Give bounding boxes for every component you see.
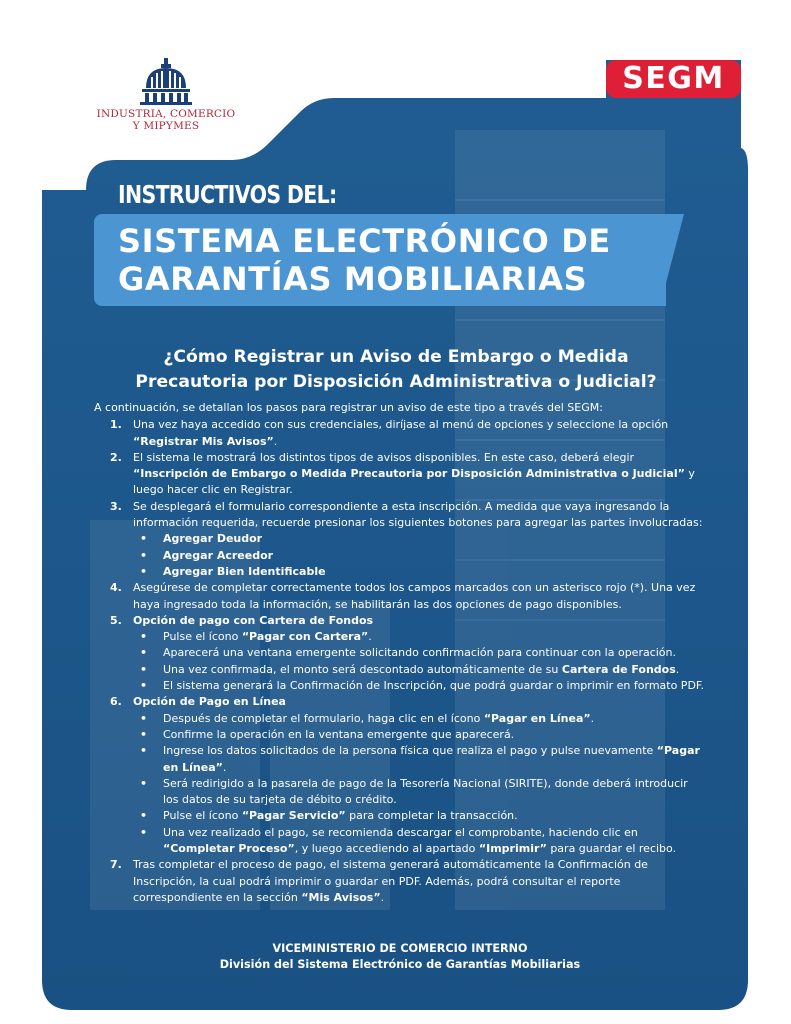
text: Una vez haya accedido con sus credenciales, diríjase al menú de opciones y seleccione la opción	[133, 418, 669, 432]
bold-text: “Pagar Servicio”	[241, 809, 346, 823]
bold-text: Opción de Pago en Línea	[133, 695, 286, 709]
dome-icon	[138, 58, 194, 106]
bullet-text	[163, 776, 706, 809]
title-banner-tail	[660, 214, 684, 306]
bold-text: “Pagar en Línea”	[483, 711, 591, 725]
step-item	[94, 613, 706, 694]
bullet-text	[163, 548, 706, 564]
bullet-dot-icon: •	[140, 630, 148, 644]
bullet-text	[163, 645, 706, 661]
steps-list	[94, 417, 706, 906]
bold-text: “Imprimir”	[478, 842, 547, 856]
bullet-dot-icon: •	[140, 679, 148, 693]
bullet-item	[94, 548, 706, 564]
step-item	[94, 499, 706, 580]
bullet-item	[94, 662, 706, 678]
step-text	[133, 694, 706, 710]
step-text	[133, 450, 706, 499]
bullet-list	[133, 629, 706, 694]
step-text	[133, 857, 706, 906]
text: para completar la transacción.	[345, 809, 518, 823]
bullet-dot-icon: •	[140, 548, 148, 562]
text: .	[675, 662, 680, 676]
footer	[94, 941, 706, 973]
bold-text: Agregar Deudor	[163, 532, 263, 546]
bold-text: Agregar Acreedor	[163, 548, 274, 562]
bullet-text	[163, 825, 706, 858]
bold-text: “Inscripción de Embargo o Medida Precautoria por Disposición Administrativa o Judicial”	[133, 467, 685, 481]
text: Asegúrese de completar correctamente todos los campos marcados con un asterisco rojo (*). Una vez haya ingresado toda la información, se habilitarán las dos opciones de pago disponibles.	[133, 581, 696, 611]
bullet-dot-icon: •	[140, 564, 148, 578]
bullet-item	[94, 629, 706, 645]
footer-line-1: VICEMINISTERIO DE COMERCIO INTERNO	[272, 942, 528, 955]
bold-text: “Completar Proceso”	[163, 842, 295, 856]
question-heading: ¿Cómo Registrar un Aviso de Embargo o Medida Precautoria por Disposición Administrativa o Judicial?	[135, 347, 657, 392]
text: Pulse el ícono	[163, 630, 242, 644]
bullet-text	[163, 743, 706, 776]
step-number: 5.	[110, 613, 122, 627]
step-text	[133, 499, 706, 532]
bullet-dot-icon: •	[140, 646, 148, 660]
segm-badge: SEGM	[606, 60, 741, 98]
ministry-logo	[96, 58, 236, 132]
text: Ingrese los datos solicitados de la persona física que realiza el pago y pulse nuevamente	[163, 744, 657, 758]
step-item	[94, 857, 706, 906]
text: .	[590, 711, 595, 725]
footer-line-2: División del Sistema Electrónico de Garantías Mobiliarias	[219, 958, 581, 971]
text: .	[273, 434, 278, 448]
bullet-item	[94, 825, 706, 858]
bullet-dot-icon: •	[140, 662, 148, 676]
step-item	[94, 417, 706, 450]
bullet-item	[94, 645, 706, 661]
text: , y luego accediendo al apartado	[294, 842, 479, 856]
step-number: 4.	[110, 581, 122, 595]
bold-text: “Pagar con Cartera”	[241, 630, 369, 644]
step-item	[94, 450, 706, 499]
bullet-dot-icon: •	[140, 532, 148, 546]
step-item	[94, 694, 706, 857]
text: Aparecerá una ventana emergente solicitando confirmación para continuar con la operación.	[163, 646, 677, 660]
text: Será redirigido a la pasarela de pago de la Tesorería Nacional (SIRITE), donde deberá introducir los datos de su tarjeta de débito o crédito.	[163, 776, 688, 807]
text: .	[368, 630, 372, 644]
bullet-list	[133, 711, 706, 858]
bullet-text	[163, 629, 706, 645]
bullet-item	[94, 564, 706, 580]
bullet-text	[163, 662, 706, 678]
page-title: SISTEMA ELECTRÓNICO DE GARANTÍAS MOBILIARIAS	[118, 222, 611, 298]
text: El sistema le mostrará los distintos tipos de avisos disponibles. En este caso, deberá elegir	[133, 450, 635, 464]
bullet-item	[94, 808, 706, 824]
bullet-text	[163, 678, 706, 694]
logo-text: INDUSTRIA, COMERCIO Y MIPYMES	[96, 108, 236, 132]
step-item	[94, 580, 706, 613]
bold-text: “Registrar Mis Avisos”	[133, 434, 274, 448]
text: Una vez realizado el pago, se recomienda descargar el comprobante, haciendo clic en	[163, 825, 638, 839]
bullet-dot-icon: •	[140, 825, 148, 839]
step-number: 7.	[110, 858, 122, 872]
bullet-text	[163, 531, 706, 547]
step-text	[133, 580, 706, 613]
bullet-dot-icon: •	[140, 711, 148, 725]
text: Tras completar el proceso de pago, el sistema generará automáticamente la Confirmación de Inscripción, la cual podrá imprimir o guardar en PDF. Además, podrá consultar el reporte correspondiente en la sección	[133, 858, 648, 904]
step-text	[133, 417, 706, 450]
text: Confirme la operación en la ventana emergente que aparecerá.	[163, 727, 515, 741]
step-number: 3.	[110, 499, 122, 513]
bullet-text	[163, 711, 706, 727]
bullet-text	[163, 808, 706, 824]
bullet-dot-icon: •	[140, 727, 148, 741]
bullet-item	[94, 678, 706, 694]
step-number: 2.	[110, 450, 122, 464]
bullet-text	[163, 564, 706, 580]
text: Pulse el ícono	[163, 809, 242, 823]
step-text	[133, 613, 706, 629]
bullet-item	[94, 776, 706, 809]
bullet-item	[94, 743, 706, 776]
intro-text: A continuación, se detallan los pasos para registrar un aviso de este tipo a través del SEGM:	[94, 401, 603, 414]
bullet-item	[94, 727, 706, 743]
text: Se desplegará el formulario correspondiente a esta inscripción. A medida que vaya ingresando la información requerida, recuerde presionar los siguientes botones para agregar las partes involucradas:	[133, 499, 703, 530]
step-number: 1.	[110, 418, 122, 432]
step-number: 6.	[110, 695, 122, 709]
bold-text: Opción de pago con Cartera de Fondos	[133, 613, 374, 627]
bullet-text	[163, 727, 706, 743]
bullet-list	[133, 531, 706, 580]
text: El sistema generará la Confirmación de Inscripción, que podrá guardar o imprimir en formato PDF.	[163, 679, 704, 693]
bullet-dot-icon: •	[140, 809, 148, 823]
text: Después de completar el formulario, haga clic en el ícono	[163, 711, 484, 725]
text: para guardar el recibo.	[546, 842, 677, 856]
text: y luego hacer clic en Registrar.	[133, 467, 695, 497]
bold-text: Agregar Bien Identificable	[163, 564, 326, 578]
bullet-item	[94, 711, 706, 727]
text: Una vez confirmada, el monto será descontado automáticamente de su	[163, 662, 562, 676]
bullet-dot-icon: •	[140, 744, 148, 758]
text: .	[222, 760, 227, 774]
instructions-body	[94, 400, 706, 906]
bold-text: Cartera de Fondos	[561, 662, 676, 676]
bold-text: “Pagar en Línea”	[163, 744, 700, 774]
bold-text: “Mis Avisos”	[301, 890, 381, 904]
bullet-dot-icon: •	[140, 776, 148, 790]
bullet-item	[94, 531, 706, 547]
pre-title: INSTRUCTIVOS DEL:	[118, 180, 337, 209]
text: .	[380, 890, 385, 904]
